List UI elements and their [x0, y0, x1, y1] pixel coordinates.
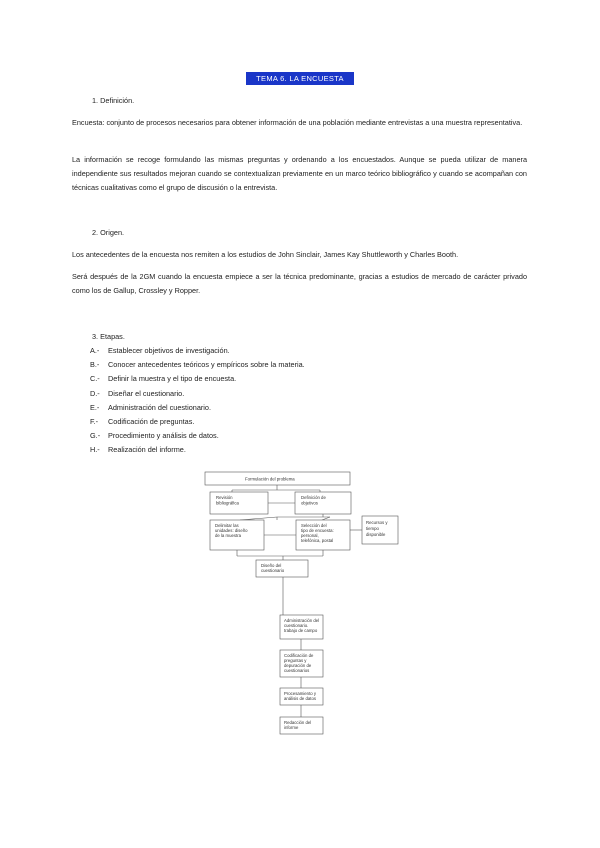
etapa-text: Codificación de preguntas. — [108, 417, 195, 426]
etapa-text: Establecer objetivos de investigación. — [108, 346, 230, 355]
etapa-key: A.- — [90, 346, 100, 355]
label-recursos-2: disponible — [366, 532, 386, 537]
paragraph-definicion-1: Encuesta: conjunto de procesos necesarios para obtener información de una población mediante entrevistas a una muestra representativa. — [72, 118, 523, 127]
label-delimitar-1: unidades: diseño — [215, 528, 248, 533]
label-revision-1: bibliográfica — [216, 500, 239, 506]
paragraph-origen-2: Será después de la 2GM cuando la encuesta empiece a ser la técnica predominante, gracias a estudios de mercado de carácter privado como los de Gallup, Crossley y Ropper. — [72, 272, 527, 295]
label-codificacion-1: preguntas y — [284, 658, 307, 663]
etapa-text: Diseñar el cuestionario. — [108, 388, 185, 398]
label-codificacion-0: Codificación de — [284, 653, 314, 658]
label-delimitar-2: de la muestra — [215, 533, 242, 538]
label-recursos-0: Recursos y — [366, 520, 388, 525]
label-procesamiento-1: análisis de datos — [284, 696, 317, 701]
etapa-key: D.- — [90, 388, 100, 398]
etapa-text: Realización del informe. — [108, 445, 186, 455]
label-recursos-1: tiempo — [366, 526, 379, 531]
label-delimitar-0: Delimitar las — [215, 523, 239, 528]
section-heading-origen: 2. Origen. — [92, 228, 125, 237]
label-seleccion-2: personal, — [301, 533, 319, 538]
section-heading-etapas: 3. Etapas. — [92, 332, 125, 341]
etapa-key: F.- — [90, 417, 99, 426]
label-redaccion-1: informe — [284, 725, 299, 730]
label-codificacion-2: depuración de — [284, 663, 312, 668]
label-definicion-objetivos-0: Definición de — [301, 495, 326, 500]
etapa-key: B.- — [90, 360, 100, 370]
label-administracion-0: Administración del — [284, 618, 320, 623]
label-seleccion-1: tipo de encuesta: — [301, 528, 334, 533]
paragraph-definicion-2: La información se recoge formulando las mismas preguntas y ordenando a los encuestados. Aunque se pueda utilizar de manera independiente sus resultados mejoran cuando se contextualizan previamente en un marco teórico bibliográfico y cuando se acompañan con técnicas cualitativas como el grupo de discusión o la entrevista. — [72, 155, 527, 192]
section-heading-definicion: 1. Definición. — [92, 96, 135, 105]
label-procesamiento-0: Procesamiento y — [284, 691, 317, 696]
label-codificacion-3: cuestionarios — [284, 668, 310, 673]
etapa-key: E.- — [90, 402, 100, 412]
label-diseno-1: cuestionario — [261, 568, 285, 573]
label-administracion-2: trabajo de campo — [284, 628, 318, 633]
etapa-text: Conocer antecedentes teóricos y empíricos sobre la materia. — [108, 360, 305, 370]
etapa-text: Procedimiento y análisis de datos. — [108, 431, 219, 441]
label-redaccion-0: Redacción del — [284, 720, 312, 725]
label-revision-0: Revisión — [216, 495, 233, 500]
etapa-text: Definir la muestra y el tipo de encuesta. — [108, 374, 237, 384]
label-seleccion-3: telefónica, postal — [301, 538, 334, 543]
label-seleccion-0: Selección del — [301, 523, 327, 528]
paragraph-origen-1: Los antecedentes de la encuesta nos remiten a los estudios de John Sinclair, James Kay Shuttleworth y Charles Booth. — [72, 250, 459, 259]
label-formulacion: Formulación del problema — [245, 476, 295, 482]
label-diseno-0: Diseño del — [261, 563, 282, 568]
etapa-text: Administración del cuestionario. — [108, 402, 212, 412]
label-definicion-objetivos-1: objetivos — [301, 500, 318, 506]
etapa-key: H.- — [90, 445, 100, 455]
document-title: TEMA 6. LA ENCUESTA — [246, 72, 354, 85]
etapa-key: G.- — [90, 431, 101, 441]
label-administracion-1: cuestionario. — [284, 623, 309, 628]
etapa-key: C.- — [90, 374, 100, 384]
